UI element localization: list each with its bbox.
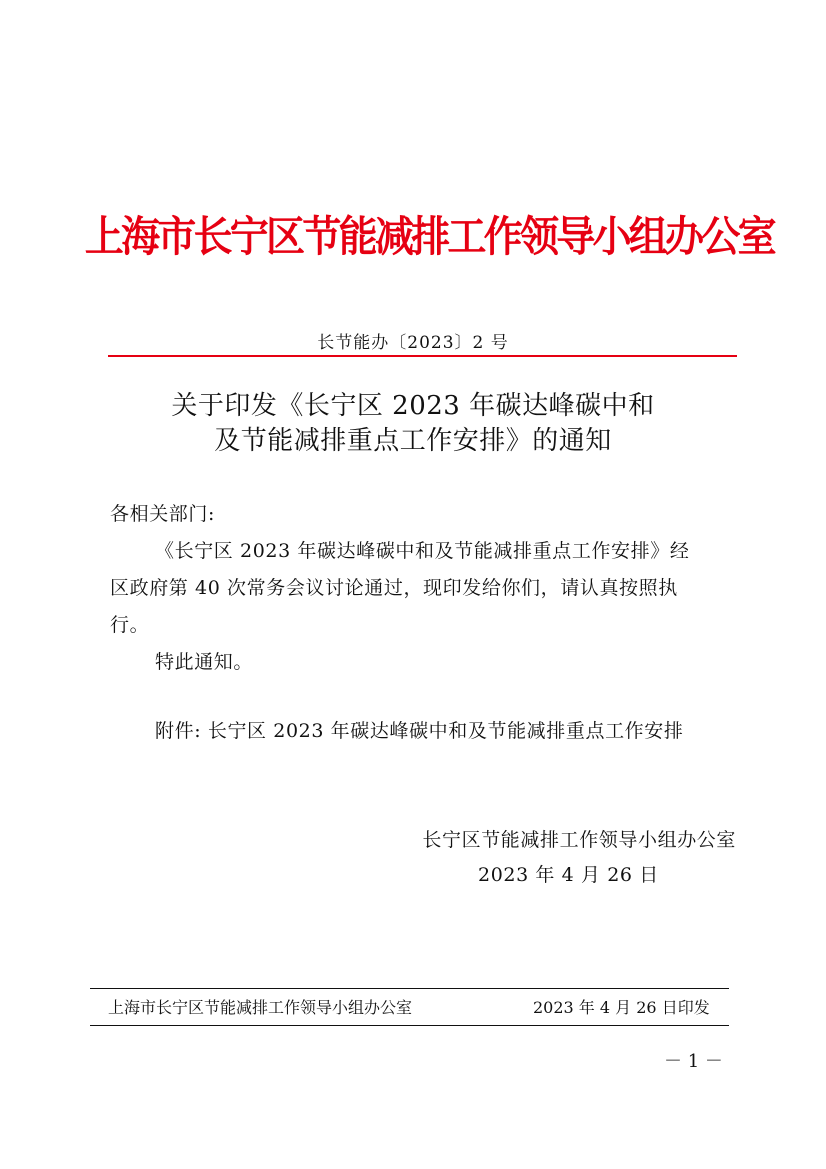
footer-print-date: 2023 年 4 月 26 日印发 bbox=[533, 998, 710, 1017]
organization-header-title: 上海市长宁区节能减排工作领导小组办公室 bbox=[84, 212, 774, 261]
footer-bottom-rule bbox=[90, 1025, 729, 1026]
signature-issuer: 长宁区节能减排工作领导小组办公室 bbox=[422, 829, 736, 851]
signature-date: 2023 年 4 月 26 日 bbox=[478, 864, 659, 886]
body-paragraph-line-1: 《长宁区 2023 年碳达峰碳中和及节能减排重点工作安排》经 bbox=[155, 540, 690, 562]
page-number: － 1 － bbox=[664, 1051, 723, 1072]
body-paragraph-line-3: 行。 bbox=[110, 614, 150, 636]
body-paragraph-line-2: 区政府第 40 次常务会议讨论通过，现印发给你们，请认真按照执 bbox=[110, 577, 678, 599]
salutation: 各相关部门: bbox=[110, 503, 216, 525]
notice-title-line-2: 及节能减排重点工作安排》的通知 bbox=[214, 426, 612, 456]
attachment-note: 附件: 长宁区 2023 年碳达峰碳中和及节能减排重点工作安排 bbox=[155, 720, 684, 742]
footer-issuer: 上海市长宁区节能减排工作领导小组办公室 bbox=[108, 998, 413, 1017]
notice-title-line-1: 关于印发《长宁区 2023 年碳达峰碳中和 bbox=[171, 391, 655, 421]
red-separator-line bbox=[108, 355, 737, 357]
footer-top-rule bbox=[90, 988, 729, 989]
special-notice: 特此通知。 bbox=[155, 651, 254, 673]
document-number: 长节能办〔2023〕2 号 bbox=[317, 333, 509, 353]
